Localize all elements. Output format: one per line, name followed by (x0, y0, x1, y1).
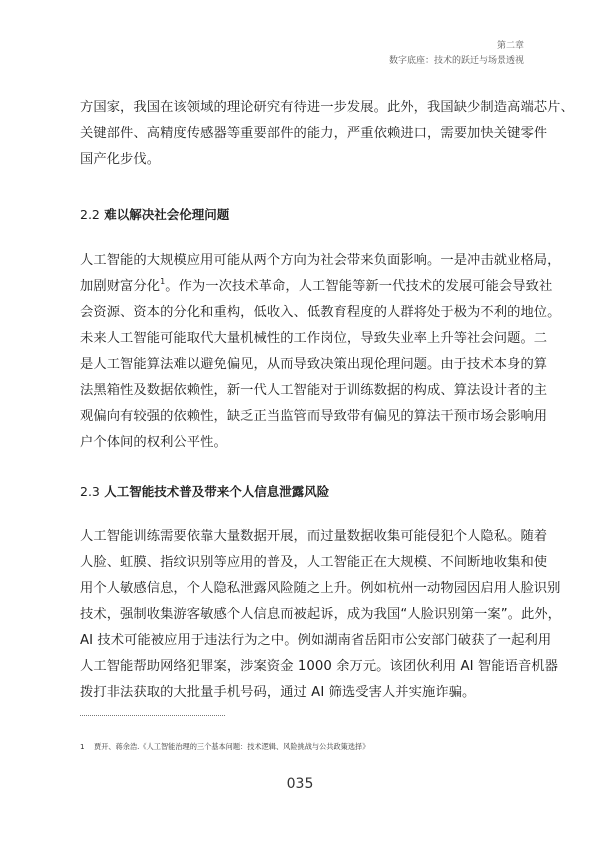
paragraph-line: 拨打非法获取的大批量手机号码，通过 AI 筛选受害人并实施诈骗。 (80, 685, 476, 700)
section-heading-2-3 (80, 482, 329, 500)
section-number: 2.2 (80, 207, 100, 222)
section-2-3-paragraph (80, 524, 562, 706)
section-2-2-paragraph (80, 248, 561, 456)
page-number: 035 (286, 776, 314, 792)
paragraph-line: 国产化步伐。 (80, 152, 161, 167)
header-chapter: 第二章 (496, 41, 524, 51)
line-text: 。作为一次技术革命，人工智能等新一代技术的发展可能会导致社 (165, 279, 553, 294)
paragraph-line (80, 274, 553, 300)
paragraph-line: 未来人工智能可能取代大量机械性的工作岗位，导致失业率上升等社会问题。二 (80, 331, 548, 346)
paragraph-line: 关键部件、高精度传感器等重要部件的能力，严重依赖进口，需要加快关键零件 (80, 126, 548, 141)
paragraph-line: 人脸、虹膜、指纹识别等应用的普及，人工智能正在大规模、不间断地收集和使 (80, 555, 548, 570)
paragraph-line: AI 技术可能被应用于违法行为之中。例如湖南省岳阳市公安部门破获了一起利用 (80, 633, 552, 648)
section-number: 2.3 (80, 484, 100, 499)
paragraph-line: 会资源、资本的分化和重构，低收入、低教育程度的人群将处于极为不利的地位。 (80, 305, 561, 320)
paragraph-line: 人工智能的大规模应用可能从两个方向为社会带来负面影响。一是冲击就业格局， (80, 253, 561, 268)
footnote (80, 742, 369, 752)
paragraph-line: 是人工智能算法难以避免偏见，从而导致决策出现伦理问题。由于技术本身的算 (80, 357, 548, 372)
footnote-text: 贾开、蒋余浩.《人工智能治理的三个基本问题：技术逻辑、风险挑战与公共政策选择》 (94, 742, 370, 751)
paragraph-line: 方国家，我国在该领域的理论研究有待进一步发展。此外，我国缺少制造高端芯片、 (80, 100, 574, 115)
paragraph-line: 用个人敏感信息，个人隐私泄露风险随之上升。例如杭州一动物园因启用人脸识别 (80, 581, 561, 596)
intro-paragraph (80, 95, 574, 173)
line-text: 加剧财富分化 (80, 279, 161, 294)
running-header (389, 40, 524, 68)
section-title: 难以解决社会伦理问题 (104, 207, 230, 222)
section-title: 人工智能技术普及带来个人信息泄露风险 (104, 484, 330, 499)
footnote-reference[interactable]: 1 (160, 277, 166, 286)
footnote-number: 1 (80, 742, 85, 751)
paragraph-line: 人工智能帮助网络犯罪案，涉案资金 1000 余万元。该团伙利用 AI 智能语音机器 (80, 659, 559, 674)
paragraph-line: 人工智能训练需要依靠大量数据开展，而过量数据收集可能侵犯个人隐私。随着 (80, 529, 548, 544)
section-heading-2-2 (80, 205, 229, 223)
paragraph-line: 观偏向有较强的依赖性，缺乏正当监管而导致带有偏见的算法干预市场会影响用 (80, 409, 548, 424)
paragraph-line: 技术，强制收集游客敏感个人信息而被起诉，成为我国“人脸识别第一案”。此外， (80, 607, 562, 622)
paragraph-line: 户个体间的权利公平性。 (80, 435, 227, 450)
footnote-divider (80, 715, 225, 716)
paragraph-line: 法黑箱性及数据依赖性，新一代人工智能对于训练数据的构成、算法设计者的主 (80, 383, 548, 398)
header-subtitle: 数字底座：技术的跃迁与场景透视 (388, 56, 524, 66)
